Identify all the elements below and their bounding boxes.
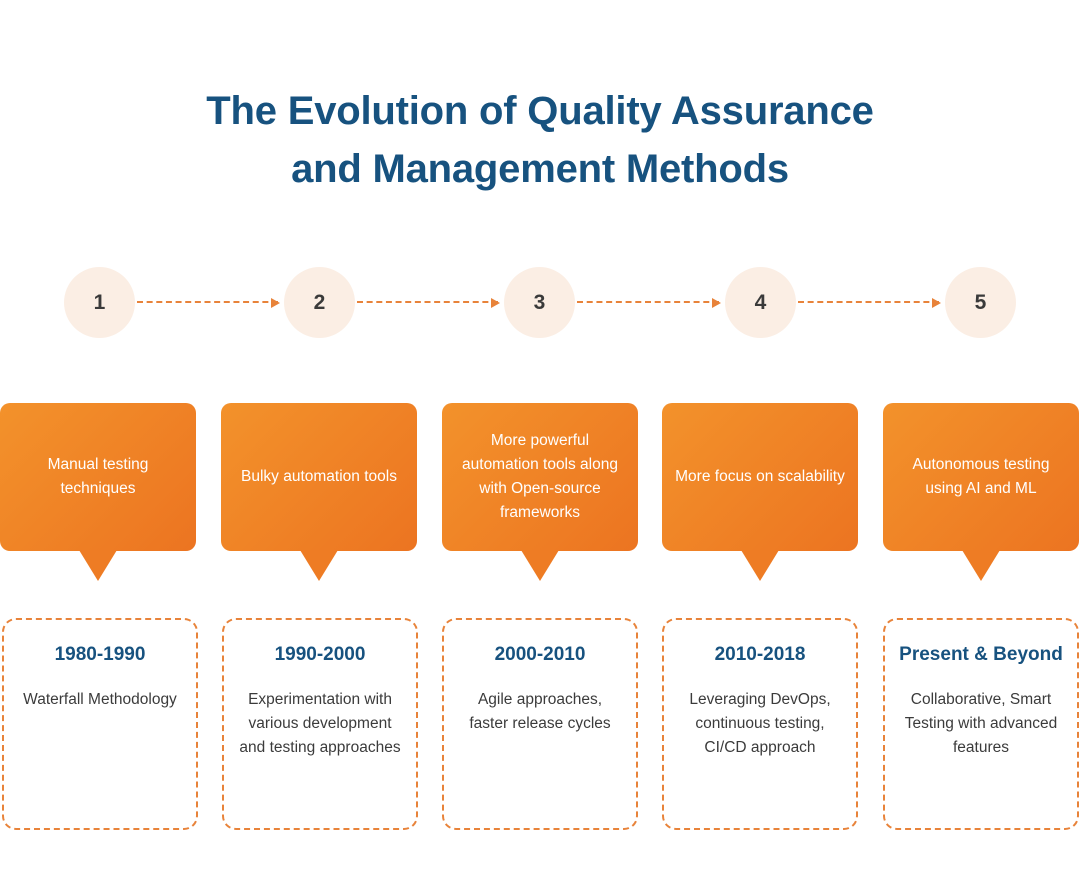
step-number-1: 1 — [93, 290, 106, 314]
milestone-card-4-text: More focus on scalability — [675, 468, 845, 485]
arrow-connector-4-5 — [798, 301, 939, 305]
step-number-5: 5 — [974, 290, 987, 314]
milestone-card-1-text: Manual testing techniques — [47, 456, 149, 497]
arrow-connector-1-2 — [137, 301, 278, 305]
step-circle-5 — [945, 267, 1016, 338]
pointer-triangle-icon-4 — [741, 550, 779, 581]
detail-card-2-years: 1990-2000 — [274, 644, 366, 665]
milestone-card-2 — [221, 403, 417, 551]
detail-card-4 — [662, 618, 858, 830]
detail-card-4-desc: Leveraging DevOps, continuous testing, CI/CD approach — [689, 691, 831, 756]
detail-card-4-years: 2010-2018 — [714, 644, 806, 665]
milestone-card-row — [0, 403, 1080, 593]
page-title — [0, 0, 1080, 198]
pointer-triangle-icon-1 — [79, 550, 117, 581]
milestone-card-5-text: Autonomous testing using AI and ML — [912, 456, 1050, 497]
detail-card-5 — [883, 618, 1079, 830]
milestone-card-5 — [883, 403, 1079, 551]
step-number-3: 3 — [533, 290, 546, 314]
step-circle-1 — [64, 267, 135, 338]
detail-card-1-years: 1980-1990 — [54, 644, 146, 665]
milestone-card-3-text: More powerful automation tools along with Open-source frameworks — [462, 432, 618, 521]
step-number-4: 4 — [754, 290, 767, 314]
step-number-2: 2 — [313, 290, 326, 314]
step-number-row — [0, 267, 1080, 339]
page-title-line-2: and Management Methods — [291, 147, 789, 191]
milestone-card-1 — [0, 403, 196, 551]
page-title-line-1: The Evolution of Quality Assurance — [206, 89, 874, 133]
detail-card-2-desc: Experimentation with various development and testing approaches — [239, 691, 401, 756]
step-circle-2 — [284, 267, 355, 338]
detail-card-3 — [442, 618, 638, 830]
milestone-card-3 — [442, 403, 638, 551]
detail-card-2 — [222, 618, 418, 830]
detail-card-row — [0, 618, 1080, 833]
milestone-card-2-text: Bulky automation tools — [241, 468, 397, 485]
detail-card-3-desc: Agile approaches, faster release cycles — [469, 691, 611, 732]
arrow-connector-2-3 — [357, 301, 498, 305]
detail-card-5-desc: Collaborative, Smart Testing with advanced features — [904, 691, 1058, 756]
step-circle-3 — [504, 267, 575, 338]
milestone-card-4 — [662, 403, 858, 551]
pointer-triangle-icon-3 — [521, 550, 559, 581]
step-circle-4 — [725, 267, 796, 338]
pointer-triangle-icon-5 — [962, 550, 1000, 581]
detail-card-1-desc: Waterfall Methodology — [23, 691, 177, 708]
detail-card-3-years: 2000-2010 — [494, 644, 586, 665]
detail-card-5-years: Present & Beyond — [899, 644, 1063, 665]
pointer-triangle-icon-2 — [300, 550, 338, 581]
arrow-connector-3-4 — [577, 301, 719, 305]
detail-card-1 — [2, 618, 198, 830]
